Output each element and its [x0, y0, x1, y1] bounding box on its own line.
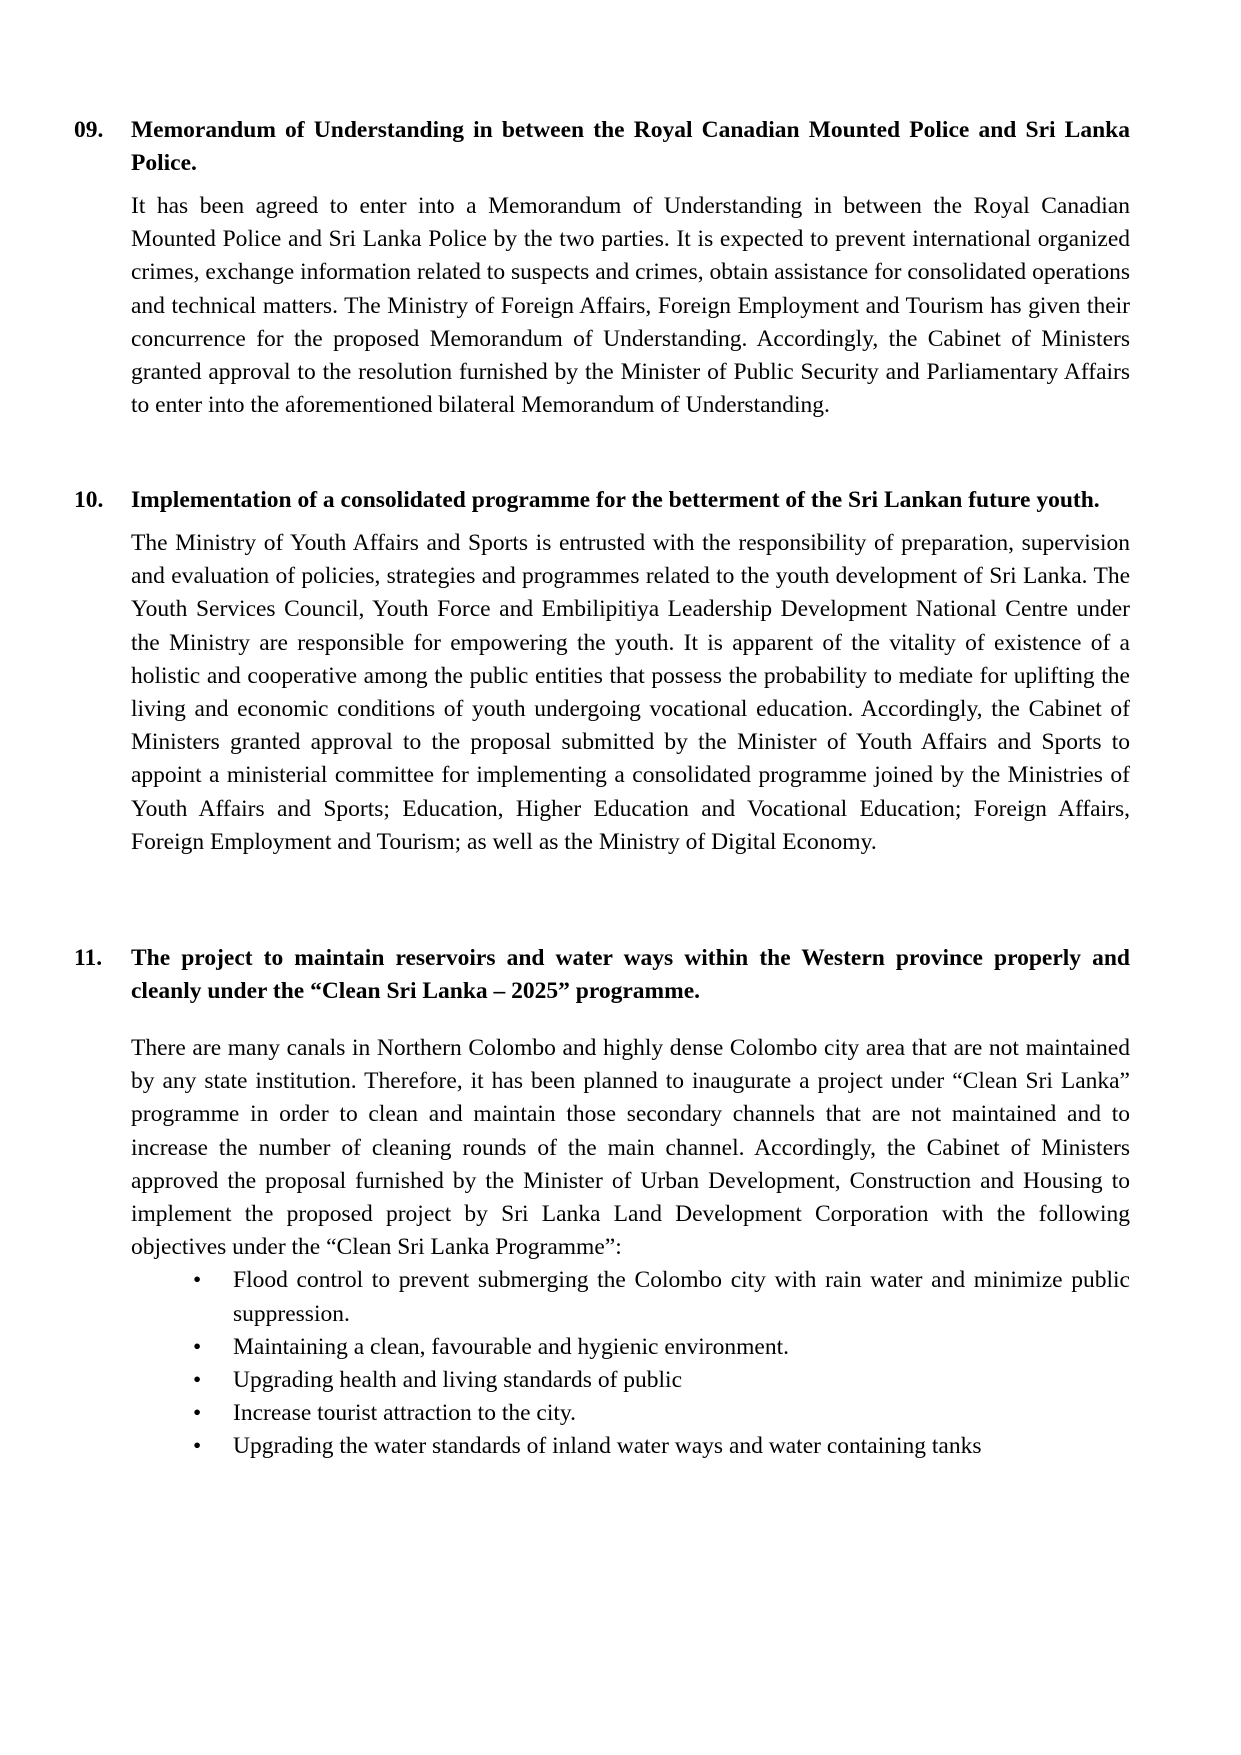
section-09: [74, 114, 1130, 422]
section-heading: [74, 942, 1130, 1008]
list-item: [131, 1264, 1130, 1330]
bullet-icon: •: [193, 1400, 202, 1427]
list-item: [131, 1331, 1130, 1364]
section-body: It has been agreed to enter into a Memorandum of Understanding in between the Royal Canadian Mounted Police and Sri Lanka Police by the two parties. It is expected to prevent international organized crimes, exchange information related to suspects and crimes, obtain assistance for consolidated operations and technical matters. The Ministry of Foreign Affairs, Foreign Employment and Tourism has given their concurrence for the proposed Memorandum of Understanding. Accordingly, the Cabinet of Ministers granted approval to the resolution furnished by the Minister of Public Security and Parliamentary Affairs to enter into the aforementioned bilateral Memorandum of Understanding.: [131, 193, 1130, 419]
list-item-text: Maintaining a clean, favourable and hygienic environment.: [233, 1333, 789, 1360]
section-heading: [74, 114, 1130, 180]
bullet-icon: •: [193, 1333, 202, 1360]
bullet-icon: •: [193, 1367, 202, 1394]
list-item-text: Upgrading health and living standards of public: [233, 1367, 683, 1394]
section-heading: [74, 484, 1130, 517]
section-number: 10.: [74, 487, 104, 513]
list-item: [131, 1364, 1130, 1397]
bullet-icon: •: [193, 1433, 202, 1460]
section-title: Implementation of a consolidated programme for the betterment of the Sri Lankan future youth.: [131, 487, 1100, 513]
list-item-text: Flood control to prevent submerging the Colombo city with rain water and minimize public suppression.: [233, 1267, 1130, 1327]
section-body: The Ministry of Youth Affairs and Sports is entrusted with the responsibility of preparation, supervision and evaluation of policies, strategies and programmes related to the youth development of Sri Lanka. The Youth Services Council, Youth Force and Embilipitiya Leadership Development National Centre under the Ministry are responsible for empowering the youth. It is apparent of the vitality of existence of a holistic and cooperative among the public entities that possess the probability to mediate for uplifting the living and economic conditions of youth undergoing vocational education. Accordingly, the Cabinet of Ministers granted approval to the proposal submitted by the Minister of Youth Affairs and Sports to appoint a ministerial committee for implementing a consolidated programme joined by the Ministries of Youth Affairs and Sports; Education, Higher Education and Vocational Education; Foreign Affairs, Foreign Employment and Tourism; as well as the Ministry of Digital Economy.: [131, 530, 1130, 855]
section-title: Memorandum of Understanding in between the Royal Canadian Mounted Police and Sri Lanka Police.: [131, 117, 1130, 176]
bullet-icon: •: [193, 1267, 202, 1294]
list-item-text: Increase tourist attraction to the city.: [233, 1400, 577, 1427]
section-10: [74, 484, 1130, 859]
section-number: 11.: [74, 945, 103, 971]
list-item: [131, 1397, 1130, 1430]
section-number: 09.: [74, 117, 104, 143]
section-body: There are many canals in Northern Colombo and highly dense Colombo city area that are not maintained by any state institution. Therefore, it has been planned to inaugurate a project under “Clean Sri Lanka” programme in order to clean and maintain those secondary channels that are not maintained and to increase the number of cleaning rounds of the main channel. Accordingly, the Cabinet of Ministers approved the proposal furnished by the Minister of Urban Development, Construction and Housing to implement the proposed project by Sri Lanka Land Development Corporation with the following objectives under the “Clean Sri Lanka Programme”:: [131, 1035, 1130, 1261]
section-title: The project to maintain reservoirs and water ways within the Western province properly and cleanly under the “Clean Sri Lanka – 2025” programme.: [131, 945, 1130, 1004]
section-11: [74, 942, 1130, 1464]
list-item-text: Upgrading the water standards of inland water ways and water containing tanks: [233, 1433, 982, 1460]
list-item: [131, 1430, 1130, 1463]
objectives-list: [131, 1264, 1130, 1463]
